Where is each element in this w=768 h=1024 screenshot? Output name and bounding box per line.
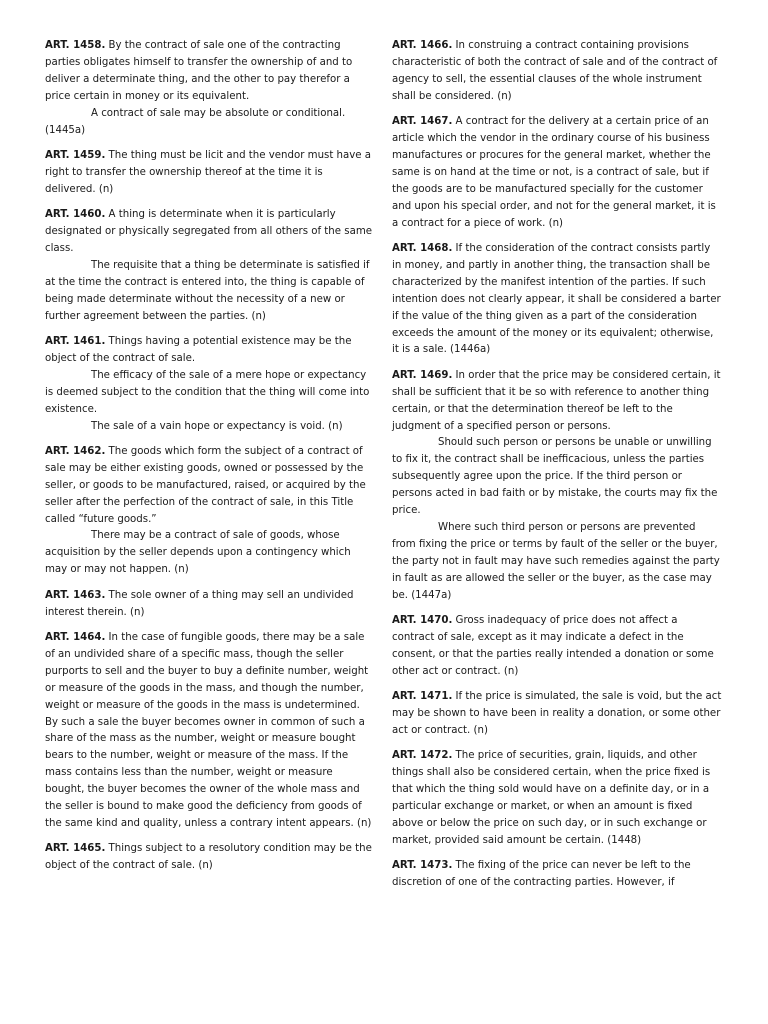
article-number: ART. 1458.	[45, 40, 106, 51]
article-number: ART. 1473.	[392, 860, 453, 872]
article-block	[392, 368, 722, 605]
article-block	[392, 241, 722, 359]
article-paragraph	[392, 858, 722, 892]
article-block	[45, 444, 375, 579]
article-paragraph: The requisite that a thing be determinate is satisfied if at the time the contract is entered into, the thing is capable of being made determinate without the necessity of a new or further agreement between the parties. (n)	[45, 259, 370, 322]
article-paragraph	[392, 114, 722, 232]
article-block	[45, 588, 375, 622]
left-column	[45, 38, 375, 884]
article-paragraph	[45, 630, 375, 833]
article-paragraph: Where such third person or persons are prevented from fixing the price or terms by fault of the seller or the buyer, the party not in fault may have such remedies against the party in fault as are allowed the seller or the buyer, as the case may be. (1447a)	[392, 521, 720, 601]
article-text: A thing is determinate when it is particularly designated or physically segregated from all others of the same class.	[45, 209, 373, 254]
article-number: ART. 1468.	[392, 242, 453, 254]
article-block	[392, 613, 722, 681]
article-paragraph	[392, 613, 722, 681]
article-paragraph	[45, 334, 375, 368]
article-text: In order that the price may be considered certain, it shall be sufficient that it be so with reference to another thing certain, or that the determination thereof be left to the judgment of a specified person or persons.	[392, 369, 721, 432]
article-number: ART. 1466.	[392, 40, 453, 51]
article-block	[392, 38, 722, 106]
article-number: ART. 1462.	[45, 445, 106, 457]
article-paragraph	[45, 148, 375, 199]
article-paragraph	[45, 207, 375, 258]
article-paragraph	[392, 689, 722, 740]
article-paragraph	[392, 241, 722, 359]
article-text: The sole owner of a thing may sell an undivided interest therein. (n)	[45, 589, 354, 618]
article-block	[45, 148, 375, 199]
article-text: In the case of fungible goods, there may be a sale of an undivided share of a specific mass, though the seller purports to sell and the buyer to buy a definite number, weight or measure of the goods in the mass, and though the number, weight or measure of the goods in the mass is undetermined. By such a sale the buyer becomes owner in common of such a share of the mass as the number, weight or measure bought bears to the number, weight or measure of the mass. If the mass contains less than the number, weight or measure bought, the buyer becomes the owner of the whole mass and the seller is bound to make good the deficiency from goods of the same kind and quality, unless a contrary intent appears. (n)	[45, 632, 372, 829]
article-number: ART. 1465.	[45, 843, 106, 855]
article-text: The price of securities, grain, liquids, and other things shall also be considered certain, when the price fixed is that which the thing sold would have on a definite day, or in a particular exchange or market, or when an amount is fixed above or below the price on such day, or in such exchange or market, provided said amount be certain. (1448)	[392, 750, 711, 846]
article-paragraph: The sale of a vain hope or expectancy is void. (n)	[91, 420, 343, 432]
article-text: In construing a contract containing provisions characteristic of both the contract of sale and of the contract of agency to sell, the essential clauses of the whole instrument shall be considered. (n)	[392, 40, 718, 102]
article-paragraph	[45, 841, 375, 875]
article-paragraph	[392, 368, 722, 436]
article-paragraph: Should such person or persons be unable or unwilling to fix it, the contract shall be inefficacious, unless the parties subsequently agree upon the price. If the third person or persons acted in bad faith or by mistake, the courts may fix the price.	[392, 437, 718, 517]
article-paragraph	[392, 748, 722, 849]
article-paragraph: A contract of sale may be absolute or conditional. (1445a)	[45, 107, 346, 136]
article-block	[45, 630, 375, 833]
article-paragraph	[392, 38, 722, 106]
article-block	[392, 858, 722, 892]
article-text: Gross inadequacy of price does not affect a contract of sale, except as it may indicate a defect in the consent, or that the parties really intended a donation or some other act or contract. (n)	[392, 615, 714, 677]
article-paragraph: There may be a contract of sale of goods, whose acquisition by the seller depends upon a contingency which may or may not happen. (n)	[45, 530, 351, 576]
article-number: ART. 1460.	[45, 209, 106, 221]
article-block	[45, 38, 375, 139]
article-number: ART. 1464.	[45, 632, 106, 643]
article-number: ART. 1467.	[392, 116, 453, 128]
article-number: ART. 1472.	[392, 750, 453, 762]
article-block	[45, 334, 375, 435]
article-number: ART. 1463.	[45, 589, 106, 601]
article-text: If the price is simulated, the sale is void, but the act may be shown to have been in reality a donation, or some other act or contract. (n)	[392, 691, 722, 736]
article-number: ART. 1469.	[392, 369, 453, 381]
article-text: The thing must be licit and the vendor must have a right to transfer the ownership thereof at the time it is delivered. (n)	[45, 149, 372, 195]
article-text: Things having a potential existence may be the object of the contract of sale.	[45, 336, 352, 364]
article-number: ART. 1459.	[45, 149, 106, 161]
article-text: The fixing of the price can never be left to the discretion of one of the contracting parties. However, if	[392, 860, 691, 889]
article-text: By the contract of sale one of the contracting parties obligates himself to transfer the ownership of and to deliver a determinate thing, and the other to pay therefor a price certain in money or its equivalent.	[45, 40, 353, 102]
article-paragraph	[45, 588, 375, 622]
article-number: ART. 1470.	[392, 615, 453, 626]
article-number: ART. 1471.	[392, 691, 453, 703]
article-block	[392, 689, 722, 740]
article-block	[45, 207, 375, 325]
article-block	[45, 841, 375, 875]
article-text: Things subject to a resolutory condition may be the object of the contract of sale. (n)	[45, 843, 372, 872]
article-number: ART. 1461.	[45, 336, 106, 347]
right-column	[392, 38, 722, 901]
article-text: A contract for the delivery at a certain price of an article which the vendor in the ordinary course of his business manufactures or procures for the general market, whether the same is on hand at the time or not, is a contract of sale, but if the goods are to be manufactured specially for the customer and upon his special order, and not for the general market, it is a contract for a piece of work. (n)	[392, 116, 716, 229]
article-paragraph	[45, 38, 375, 106]
article-text: If the consideration of the contract consists partly in money, and partly in another thing, the transaction shall be characterized by the manifest intention of the parties. If such intention does not clearly appear, it shall be considered a barter if the value of the thing given as a part of the consideration exceeds the amount of the money or its equivalent; otherwise, it is a sale. (1446a)	[392, 242, 721, 356]
article-paragraph	[45, 444, 375, 529]
article-paragraph: The efficacy of the sale of a mere hope or expectancy is deemed subject to the condition that the thing will come into existence.	[45, 369, 370, 415]
article-block	[392, 748, 722, 849]
article-block	[392, 114, 722, 232]
article-text: The goods which form the subject of a contract of sale may be either existing goods, owned or possessed by the seller, or goods to be manufactured, raised, or acquired by the seller after the perfection of the contract of sale, in this Title called “future goods.”	[45, 445, 366, 525]
